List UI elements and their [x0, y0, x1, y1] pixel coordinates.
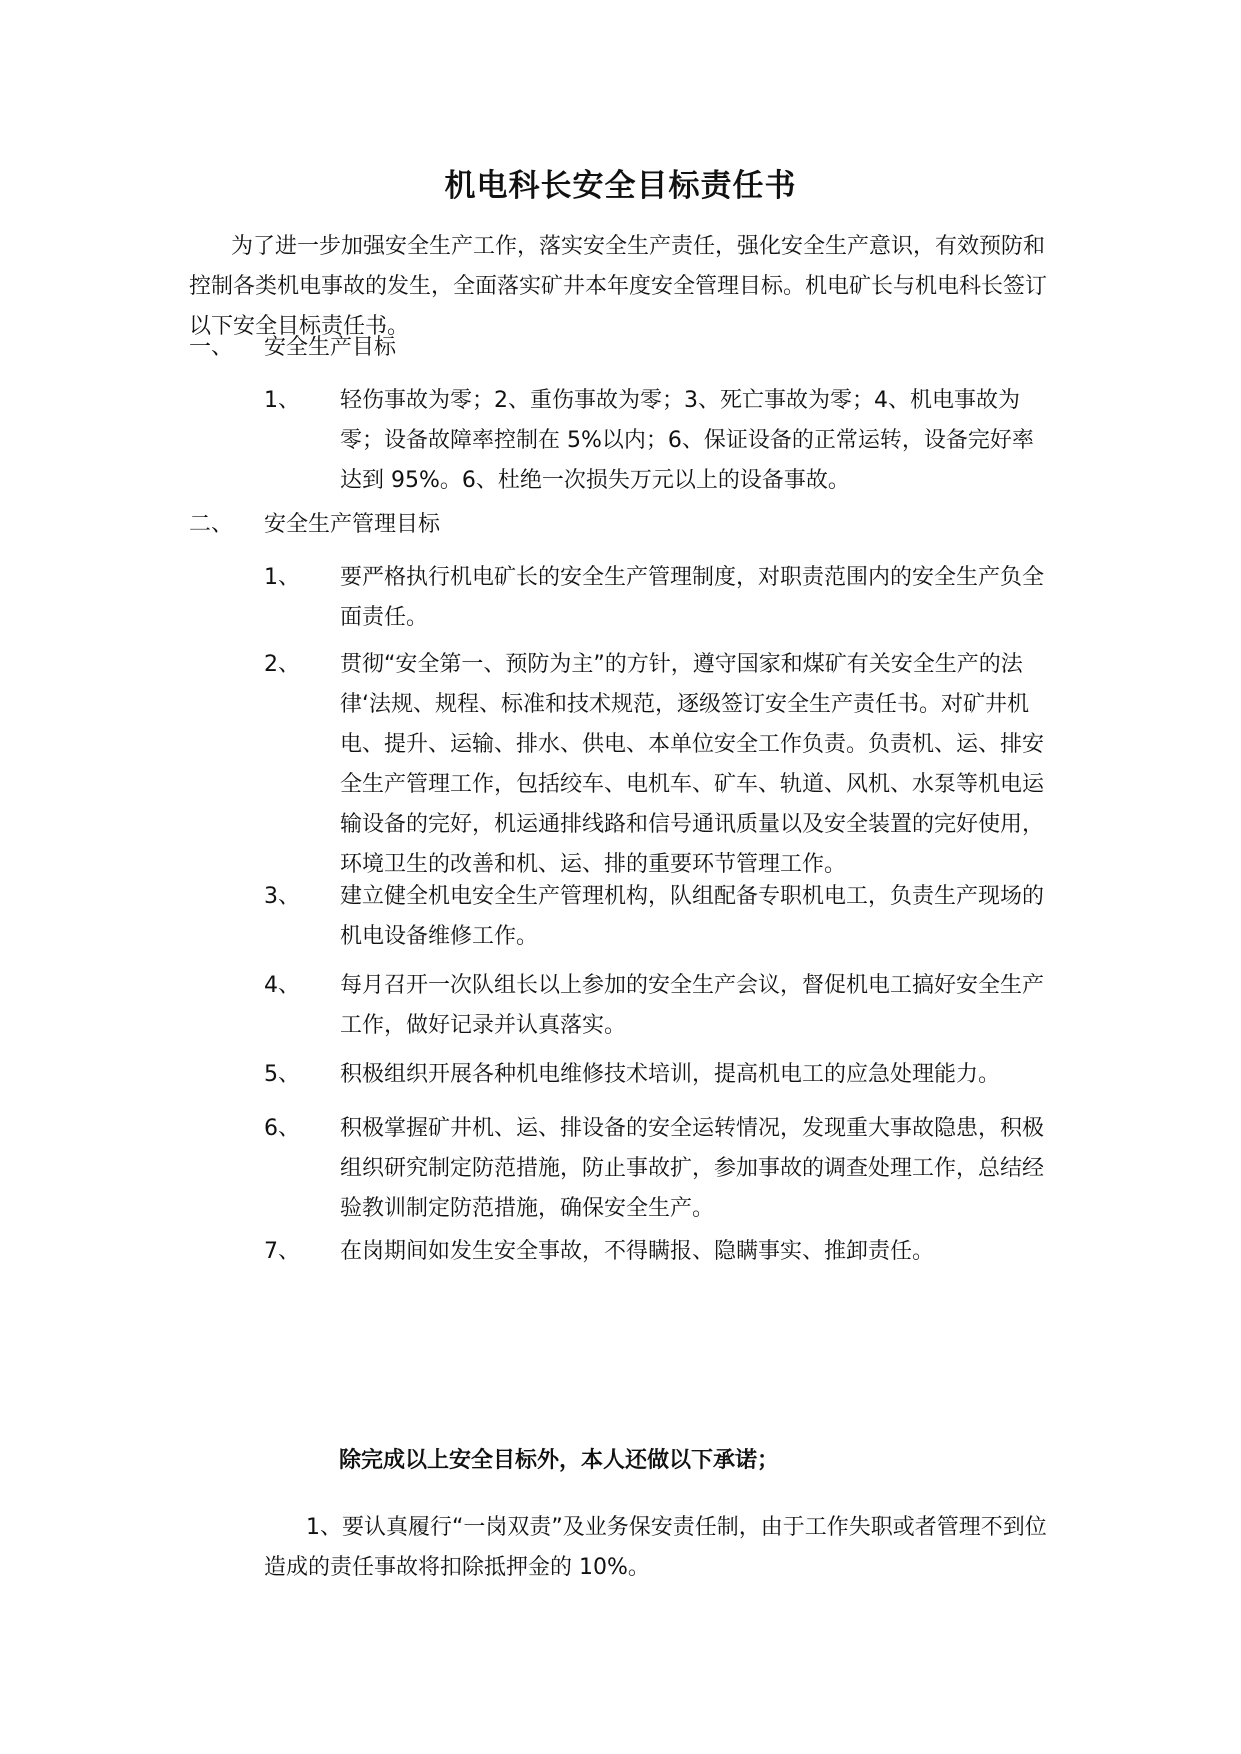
section-heading [189, 505, 440, 545]
list-item [264, 877, 1064, 957]
item-number: 1、 [264, 565, 300, 590]
item-text: 积极掌握矿井机、运、排设备的安全运转情况，发现重大事故隐患，积极组织研究制定防范措施，防止事故扩，参加事故的调查处理工作，总结经验教训制定防范措施，确保安全生产。 [340, 1116, 1045, 1221]
item-text: 轻伤事故为零；2、重伤事故为零；3、死亡事故为零；4、机电事故为零；设备故障率控制在 5%以内；6、保证设备的正常运转，设备完好率达到 95%。6、杜绝一次损失万元以上的设备事故。 [340, 388, 1034, 493]
item-text: 积极组织开展各种机电维修技术培训，提高机电工的应急处理能力。 [340, 1062, 1001, 1087]
list-item [264, 1109, 1064, 1229]
item-text: 要严格执行机电矿长的安全生产管理制度，对职责范围内的安全生产负全面责任。 [340, 565, 1045, 630]
section-number: 二、 [189, 512, 234, 537]
item-number: 2、 [264, 652, 300, 677]
intro-paragraph: 为了进一步加强安全生产工作，落实安全生产责任，强化安全生产意识，有效预防和控制各类机电事故的发生，全面落实矿井本年度安全管理目标。机电矿长与机电科长签订以下安全目标责任书。 [189, 234, 1048, 339]
item-number: 1、 [264, 388, 300, 413]
promise-heading: 除完成以上安全目标外，本人还做以下承诺； [339, 1448, 780, 1473]
item-number: 4、 [264, 973, 300, 998]
item-number: 5、 [264, 1062, 300, 1087]
item-number: 6、 [264, 1116, 300, 1141]
list-item [264, 1232, 1064, 1272]
list-item [264, 645, 1064, 885]
list-item [264, 1055, 1064, 1095]
item-text: 每月召开一次队组长以上参加的安全生产会议，督促机电工搞好安全生产工作，做好记录并认真落实。 [340, 973, 1045, 1038]
document-title: 机电科长安全目标责任书 [444, 168, 797, 204]
item-number: 7、 [264, 1239, 300, 1264]
item-text: 建立健全机电安全生产管理机构，队组配备专职机电工，负责生产现场的机电设备维修工作。 [340, 884, 1045, 949]
list-item [264, 381, 1064, 501]
section-title: 安全生产管理目标 [264, 512, 441, 537]
section-number: 一、 [189, 335, 234, 360]
list-item [264, 558, 1064, 638]
section-title: 安全生产目标 [264, 335, 397, 360]
promise-paragraph: 1、要认真履行“一岗双责”及业务保安责任制，由于工作失职或者管理不到位造成的责任事故将扣除抵押金的 10%。 [264, 1515, 1047, 1580]
item-number: 3、 [264, 884, 300, 909]
section-heading [189, 328, 396, 368]
item-text: 贯彻“安全第一、预防为主”的方针，遵守国家和煤矿有关安全生产的法律‘法规、规程、标准和技术规范，逐级签订安全生产责任书。对矿井机电、提升、运输、排水、供电、本单位安全工作负责。负责机、运、排安全生产管理工作，包括绞车、电机车、矿车、轨道、风机、水泵等机电运输设备的完好，机运通排线路和信号通讯质量以及安全装置的完好使用，环境卫生的改善和机、运、排的重要环节管理工作。 [340, 652, 1045, 877]
item-text: 在岗期间如发生安全事故，不得瞒报、隐瞒事实、推卸责任。 [340, 1239, 935, 1264]
list-item [264, 966, 1064, 1046]
